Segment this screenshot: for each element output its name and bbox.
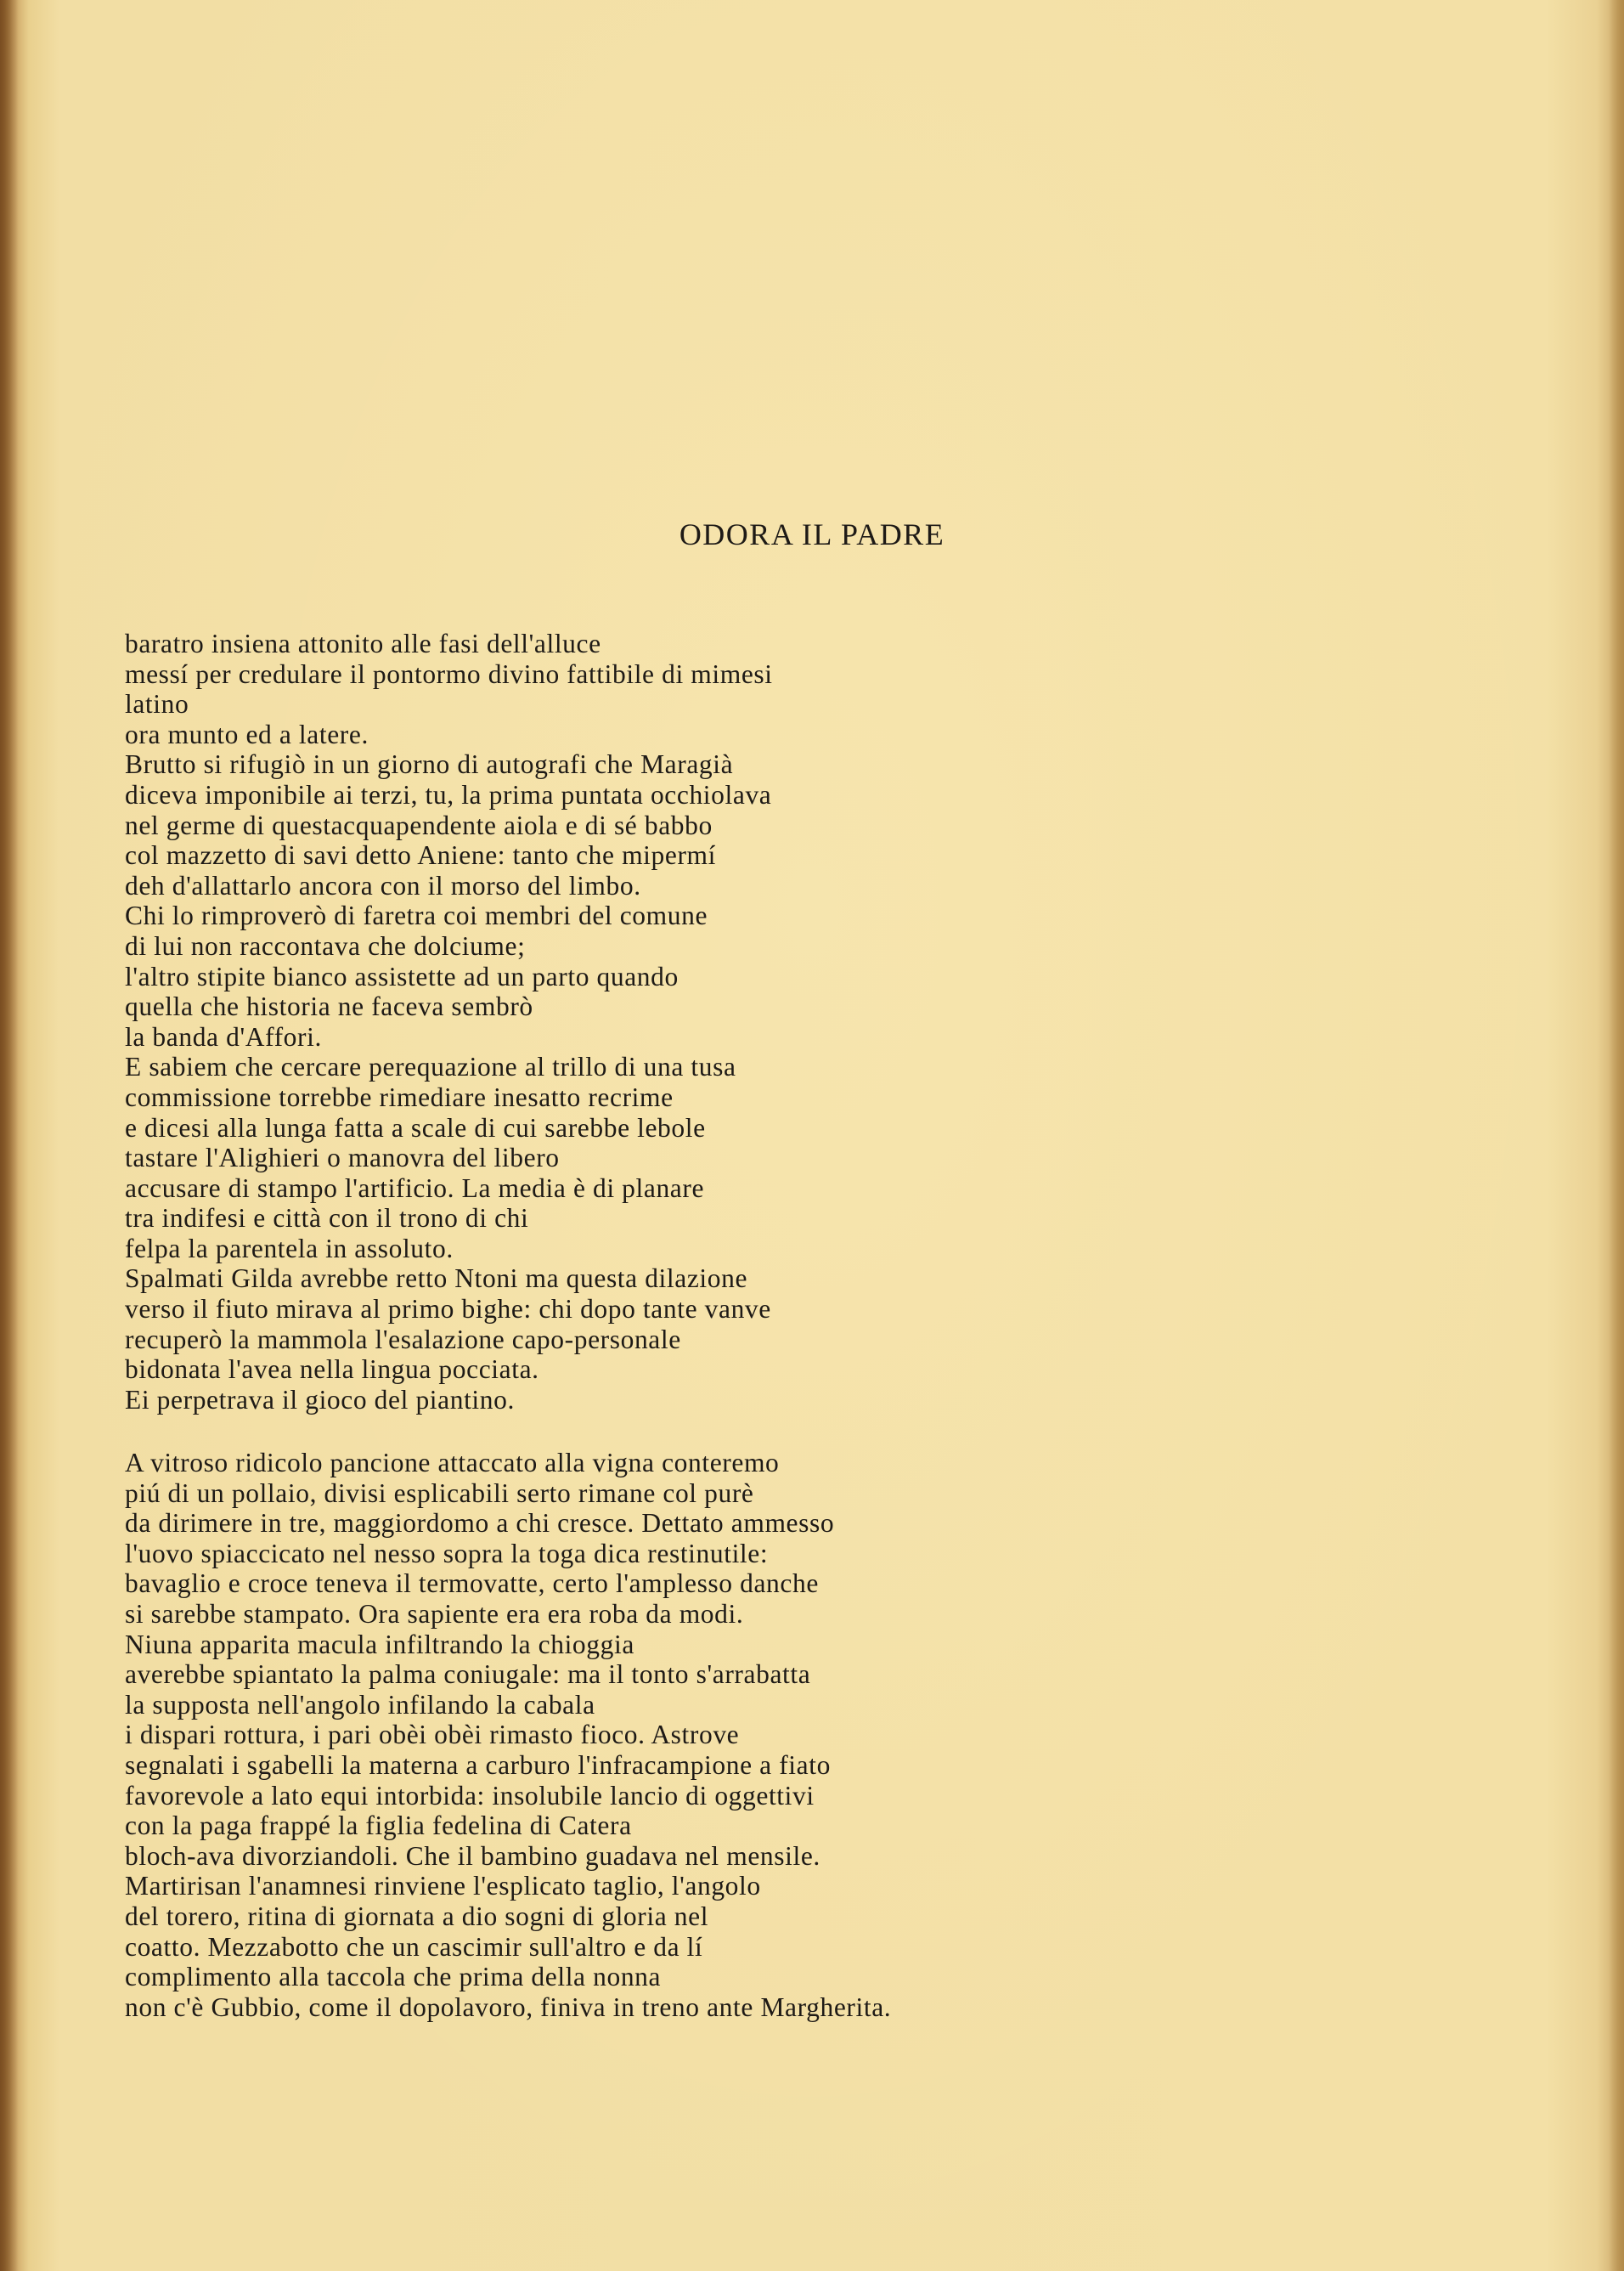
verse-line: con la paga frappé la figlia fedelina di Catera bbox=[125, 1811, 632, 1841]
verse-line: Chi lo rimproverò di faretra coi membri del comune bbox=[125, 901, 708, 931]
verse-line: commissione torrebbe rimediare inesatto recrime bbox=[125, 1082, 674, 1112]
verse-line: tra indifesi e città con il trono di chi bbox=[125, 1203, 529, 1234]
stanza-1 bbox=[125, 629, 773, 1415]
page-edge bbox=[1609, 0, 1624, 2271]
verse-line: del torero, ritina di giornata a dio sogni di gloria nel bbox=[125, 1901, 709, 1931]
verse-line: tastare l'Alighieri o manovra del libero bbox=[125, 1143, 560, 1173]
verse-line: Martirisan l'anamnesi rinviene l'esplicato taglio, l'angolo bbox=[125, 1871, 761, 1901]
verse-line: deh d'allattarlo ancora con il morso del limbo. bbox=[125, 870, 641, 901]
verse-line: i dispari rottura, i pari obèi obèi rimasto fioco. Astrove bbox=[125, 1720, 740, 1750]
verse-line: ora munto ed a latere. bbox=[125, 719, 369, 749]
verse-line: e dicesi alla lunga fatta a scale di cui sarebbe lebole bbox=[125, 1112, 706, 1143]
stanza-2 bbox=[125, 1448, 891, 2022]
verse-line: la banda d'Affori. bbox=[125, 1021, 322, 1052]
verse-line: Brutto si rifugiò in un giorno di autografi che Maragià bbox=[125, 749, 734, 780]
verse-line: verso il fiuto mirava al primo bighe: chi dopo tante vanve bbox=[125, 1294, 771, 1325]
verse-line: si sarebbe stampato. Ora sapiente era era roba da modi. bbox=[125, 1598, 744, 1629]
page-binding-shadow bbox=[0, 0, 19, 2271]
verse-line: bloch-ava divorziandoli. Che il bambino guadava nel mensile. bbox=[125, 1840, 820, 1871]
verse-line: averebbe spiantato la palma coniugale: ma il tonto s'arrabatta bbox=[125, 1659, 811, 1690]
verse-line: col mazzetto di savi detto Aniene: tanto che mipermí bbox=[125, 840, 716, 871]
verse-line: piú di un pollaio, divisi esplicabili serto rimane col purè bbox=[125, 1477, 754, 1508]
page-title: ODORA IL PADRE bbox=[679, 517, 945, 551]
verse-line: accusare di stampo l'artificio. La media è di planare bbox=[125, 1172, 705, 1203]
verse-line: diceva imponibile ai terzi, tu, la prima puntata occhiolava bbox=[125, 779, 772, 810]
verse-line: Ei perpetrava il gioco del piantino. bbox=[125, 1384, 515, 1415]
verse-line: bavaglio e croce teneva il termovatte, certo l'amplesso danche bbox=[125, 1568, 819, 1599]
verse-line: favorevole a lato equi intorbida: insolubile lancio di oggettivi bbox=[125, 1780, 815, 1811]
verse-line: complimento alla taccola che prima della nonna bbox=[125, 1962, 662, 1992]
verse-line: la supposta nell'angolo infilando la cabala bbox=[125, 1689, 595, 1720]
verse-line: baratro insiena attonito alle fasi dell'alluce bbox=[125, 629, 601, 658]
verse-line: latino bbox=[125, 689, 189, 720]
verse-line: felpa la parentela in assoluto. bbox=[125, 1233, 454, 1263]
verse-line: Niuna apparita macula infiltrando la chioggia bbox=[125, 1629, 634, 1659]
verse-line: quella che historia ne faceva sembrò bbox=[125, 991, 533, 1022]
verse-line: segnalati i sgabelli la materna a carburo l'infracampione a fiato bbox=[125, 1749, 831, 1780]
verse-line: recuperò la mammola l'esalazione capo-personale bbox=[125, 1324, 681, 1354]
verse-line: messí per credulare il pontormo divino fattibile di mimesi bbox=[125, 658, 773, 689]
verse-line: non c'è Gubbio, come il dopolavoro, finiva in treno ante Margherita. bbox=[125, 1991, 892, 2022]
verse-line: coatto. Mezzabotto che un cascimir sull'altro e da lí bbox=[125, 1931, 703, 1962]
verse-line: E sabiem che cercare perequazione al trillo di una tusa bbox=[125, 1052, 736, 1082]
verse-line: nel germe di questacquapendente aiola e di sé babbo bbox=[125, 810, 713, 840]
verse-line: l'uovo spiaccicato nel nesso sopra la toga dica restinutile: bbox=[125, 1538, 769, 1568]
verse-line: bidonata l'avea nella lingua pocciata. bbox=[125, 1354, 539, 1385]
verse-line: l'altro stipite bianco assistette ad un parto quando bbox=[125, 961, 679, 991]
verse-line: A vitroso ridicolo pancione attaccato alla vigna conteremo bbox=[125, 1448, 780, 1477]
verse-line: Spalmati Gilda avrebbe retto Ntoni ma questa dilazione bbox=[125, 1263, 748, 1294]
verse-line: di lui non raccontava che dolciume; bbox=[125, 930, 526, 961]
verse-line: da dirimere in tre, maggiordomo a chi cresce. Dettato ammesso bbox=[125, 1508, 835, 1539]
